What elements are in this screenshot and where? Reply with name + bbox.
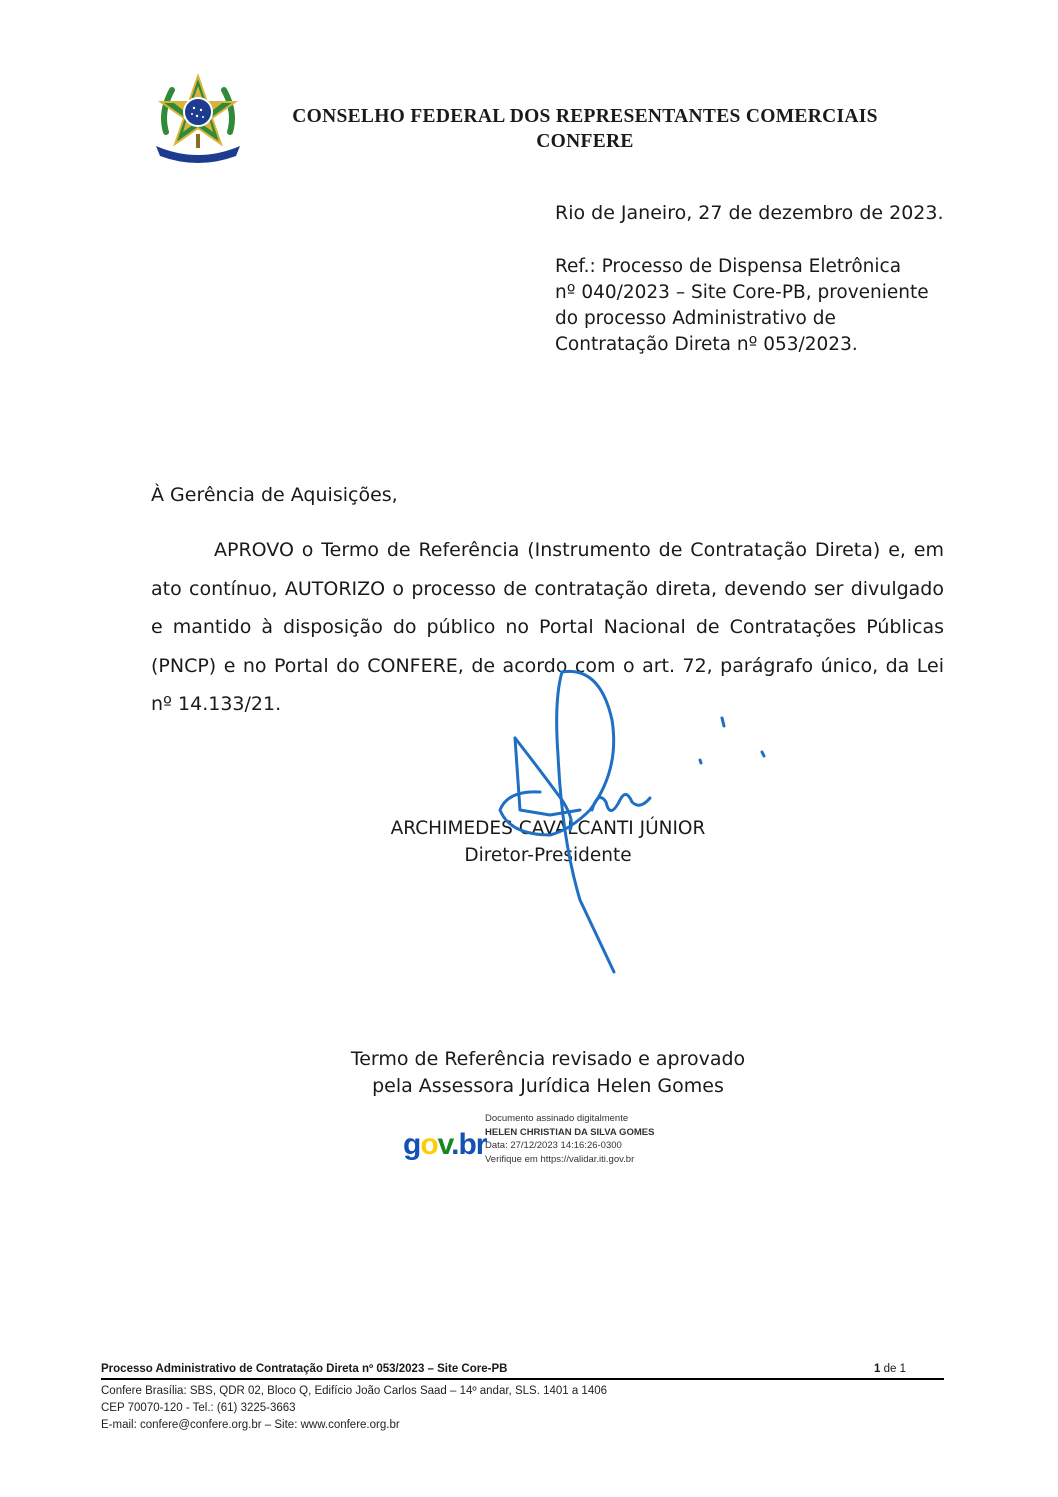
brazil-coat-of-arms-icon bbox=[152, 72, 244, 164]
svg-text:gov.br: gov.br bbox=[403, 1128, 487, 1161]
greeting: À Gerência de Aquisições, bbox=[151, 484, 398, 506]
footer-address bbox=[101, 1383, 944, 1434]
digital-signature-heading: Documento assinado digitalmente bbox=[485, 1113, 629, 1124]
signer-title: Diretor-Presidente bbox=[464, 845, 632, 866]
footer-address-line: CEP 70070-120 - Tel.: (61) 3225-3663 bbox=[101, 1402, 296, 1414]
digital-signature-date: Data: 27/12/2023 14:16:26-0300 bbox=[485, 1140, 622, 1151]
ref-line: do processo Administrativo de bbox=[555, 308, 836, 329]
organization-header bbox=[240, 104, 930, 154]
ref-line: nº 040/2023 – Site Core-PB, proveniente bbox=[555, 282, 929, 303]
org-name: CONSELHO FEDERAL DOS REPRESENTANTES COMERCIAIS bbox=[292, 106, 878, 127]
review-line: pela Assessora Jurídica Helen Gomes bbox=[372, 1075, 724, 1097]
digital-signature-signer: HELEN CHRISTIAN DA SILVA GOMES bbox=[485, 1126, 655, 1138]
reference-block bbox=[555, 254, 929, 358]
body-paragraph: APROVO o Termo de Referência (Instrumento de Contratação Direta) e, em ato contínuo, AUTORIZO o processo de contratação direta, devendo ser divulgado e mantido à disposição do público no Portal Nacional de Contratações Públicas (PNCP) e no Portal do CONFERE, de acordo com o art. 72, parágrafo único, da Lei nº 14.133/21. bbox=[151, 539, 944, 715]
signer-name: ARCHIMEDES CAVALCANTI JÚNIOR bbox=[390, 818, 706, 839]
digital-signature-info bbox=[485, 1112, 654, 1166]
page-footer bbox=[101, 1363, 944, 1434]
review-note bbox=[330, 1046, 766, 1100]
footer-top-row bbox=[101, 1363, 944, 1380]
org-acronym: CONFERE bbox=[536, 131, 634, 152]
footer-process-line: Processo Administrativo de Contratação Direta nº 053/2023 – Site Core-PB bbox=[101, 1363, 508, 1375]
signer-block bbox=[370, 815, 726, 869]
footer-address-line: Confere Brasília: SBS, QDR 02, Bloco Q, Edifício João Carlos Saad – 14º andar, SLS. 1401 a 1406 bbox=[101, 1385, 608, 1397]
digital-signature-verify: Verifique em https://validar.iti.gov.br bbox=[485, 1153, 635, 1165]
govbr-logo-icon bbox=[402, 1124, 487, 1162]
ref-line: Ref.: Processo de Dispensa Eletrônica bbox=[555, 256, 902, 277]
page-current: 1 bbox=[874, 1363, 881, 1375]
ref-line: Contratação Direta nº 053/2023. bbox=[555, 334, 858, 355]
page-sep: de bbox=[880, 1363, 900, 1375]
page-number bbox=[874, 1363, 944, 1375]
date-line: Rio de Janeiro, 27 de dezembro de 2023. bbox=[555, 202, 944, 224]
page-total: 1 bbox=[899, 1363, 906, 1375]
review-line: Termo de Referência revisado e aprovado bbox=[350, 1048, 746, 1070]
footer-address-line: E-mail: confere@confere.org.br – Site: www.confere.org.br bbox=[101, 1419, 400, 1431]
